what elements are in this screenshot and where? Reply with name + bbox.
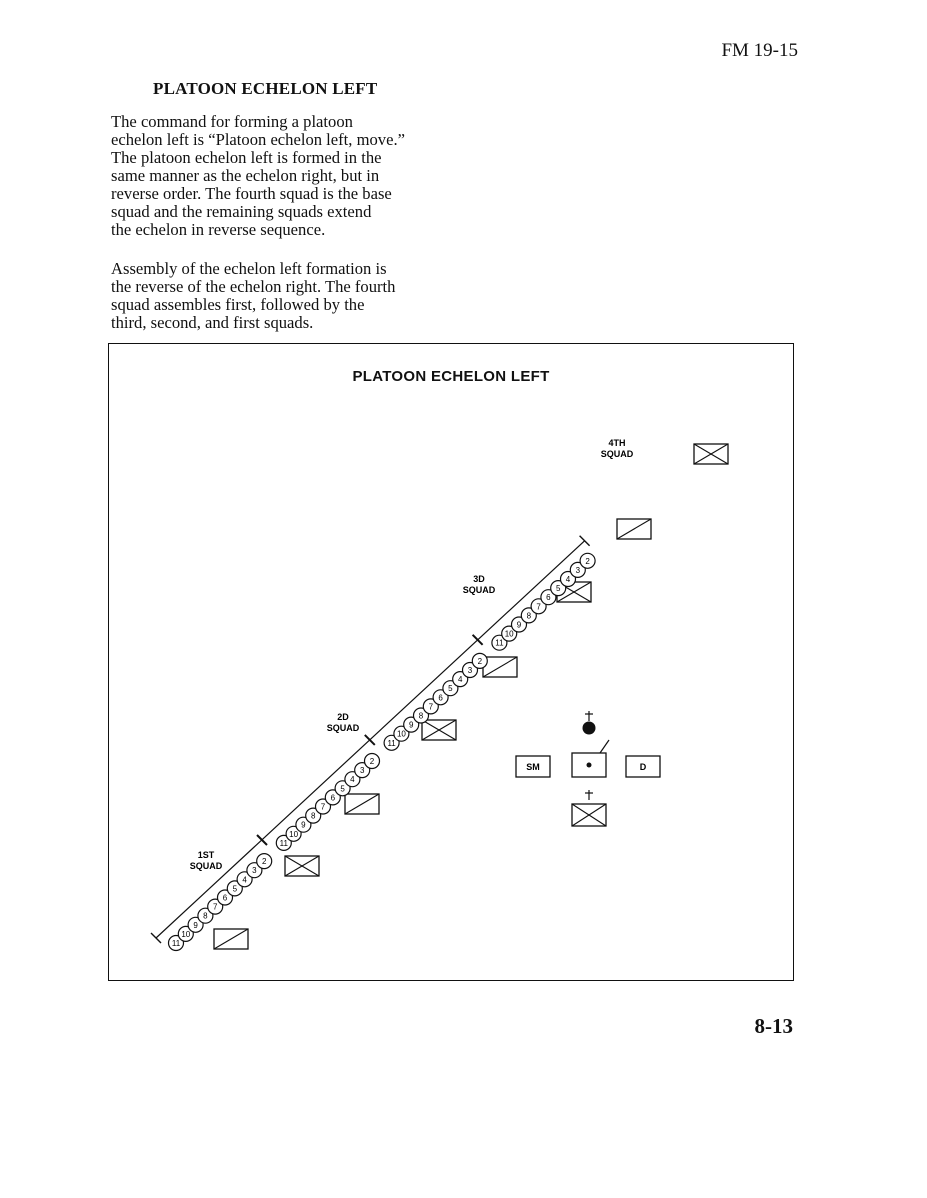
soldier-number: 5: [448, 684, 453, 694]
soldier-number: 4: [242, 875, 247, 885]
soldier-number: 7: [212, 902, 218, 912]
paragraph-line: same manner as the echelon right, but in: [111, 166, 380, 185]
soldier-number: 8: [203, 911, 208, 921]
figure-title: PLATOON ECHELON LEFT: [352, 368, 550, 385]
soldier-number: 7: [428, 702, 434, 712]
squad-label: SQUAD: [189, 861, 223, 871]
paragraph-line: third, second, and first squads.: [111, 313, 314, 332]
soldier-number: 9: [408, 720, 414, 730]
soldier-number: 2: [369, 757, 375, 766]
soldier-number: 8: [310, 811, 316, 821]
soldier-number: 2: [261, 857, 267, 867]
soldier-number: 3: [359, 766, 365, 776]
soldier-number: 11: [495, 638, 504, 648]
soldier-number: 5: [555, 584, 561, 594]
document-id: FM 19-15: [721, 40, 798, 61]
soldier-number: 11: [279, 838, 288, 848]
section-title: PLATOON ECHELON LEFT: [153, 79, 378, 98]
squad-label: SQUAD: [326, 723, 360, 733]
soldier-number: 8: [526, 611, 532, 621]
paragraph-line: the echelon in reverse sequence.: [111, 220, 326, 239]
hq-box-bottom: [572, 790, 606, 826]
soldier-number: 10: [181, 929, 191, 939]
paragraph-line: reverse order. The fourth squad is the base: [111, 184, 392, 203]
page-number: 8-13: [754, 1014, 793, 1038]
soldier-number: 8: [418, 711, 424, 721]
paragraph-line: The platoon echelon left is formed in the: [111, 148, 382, 167]
soldier-number: 4: [565, 575, 571, 584]
squad-label: 3D: [473, 574, 485, 584]
paragraph-line: the reverse of the echelon right. The fourth: [111, 277, 396, 296]
platoon-leader-symbol: [583, 711, 596, 735]
soldier-number: 4: [457, 675, 463, 685]
soldier-number: 7: [536, 602, 541, 612]
soldier-number: 3: [252, 866, 257, 876]
squad-label: 2D: [337, 712, 349, 722]
leader-box: [214, 929, 248, 949]
soldier-number: 6: [438, 693, 443, 703]
soldier-number: 6: [546, 593, 551, 603]
squad-label: SQUAD: [600, 449, 634, 459]
squad-box: [422, 720, 456, 740]
paragraph-line: echelon left is “Platoon echelon left, move.”: [111, 130, 405, 149]
squad-label: 1ST: [197, 850, 215, 860]
soldier-number: 4: [350, 775, 355, 785]
formation-diagram: [109, 344, 795, 982]
hq-box-center: [572, 740, 609, 777]
soldier-number: 9: [301, 820, 306, 830]
soldier-number: 3: [467, 666, 473, 675]
soldier-number: 5: [232, 884, 238, 894]
paragraph-line: squad and the remaining squads extend: [111, 202, 372, 221]
soldier-number: 11: [387, 738, 396, 748]
formation-figure: [108, 343, 794, 981]
leader-box: [617, 519, 651, 539]
soldier-number: 6: [330, 793, 336, 803]
paragraph-line: The command for forming a platoon: [111, 112, 353, 131]
paragraph-formation: [111, 113, 441, 239]
paragraph-line: Assembly of the echelon left formation is: [111, 259, 387, 278]
squad-label: 4TH: [608, 438, 626, 448]
hq-box-d-label: D: [639, 762, 647, 772]
soldier-number: 11: [171, 939, 181, 948]
soldier-number: 6: [222, 893, 228, 903]
soldier-number: 2: [477, 656, 483, 666]
squad-box: [694, 444, 728, 464]
paragraph-assembly: [111, 260, 441, 332]
hq-box-d: [626, 756, 660, 777]
soldier-number: 9: [516, 620, 522, 630]
soldier-number: 10: [289, 829, 299, 839]
soldier-number: 7: [320, 802, 326, 812]
soldier-number: 9: [193, 920, 198, 930]
soldier-number: 3: [575, 565, 581, 575]
soldier-number: 10: [504, 629, 514, 639]
soldier-number: 10: [396, 729, 406, 739]
soldier-number: 2: [585, 556, 590, 566]
paragraph-line: squad assembles first, followed by the: [111, 295, 365, 314]
squad-box: [285, 856, 319, 876]
squad-label: SQUAD: [462, 585, 496, 595]
hq-box-sm: [516, 756, 550, 777]
soldier-number: 5: [340, 784, 345, 794]
leader-box: [483, 657, 517, 677]
hq-box-sm-label: SM: [526, 762, 540, 772]
leader-box: [345, 794, 379, 814]
